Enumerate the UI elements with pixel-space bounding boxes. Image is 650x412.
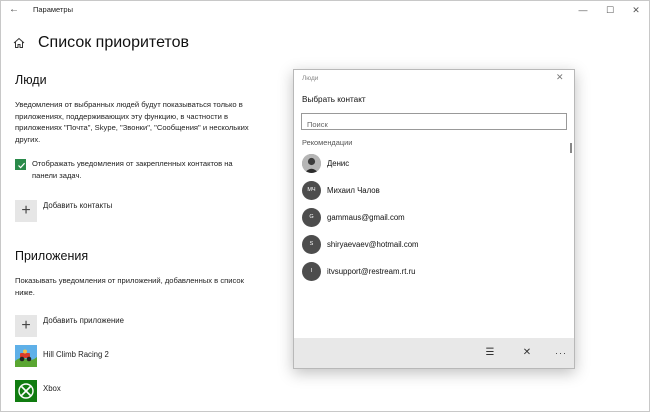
contact-item[interactable] xyxy=(294,208,574,230)
more-options-icon[interactable]: ··· xyxy=(555,348,567,358)
avatar: МЧ xyxy=(302,181,321,200)
page-title: Список приоритетов xyxy=(38,34,189,51)
minimize-button[interactable]: — xyxy=(578,5,588,15)
people-section-heading: Люди xyxy=(15,73,47,87)
back-arrow-icon[interactable]: ← xyxy=(9,4,19,15)
avatar: G xyxy=(302,208,321,227)
people-picker-dialog xyxy=(293,69,575,369)
apps-description: Показывать уведомления от приложений, добавленных в список ниже. xyxy=(15,276,244,297)
dialog-close-icon[interactable]: ✕ xyxy=(556,72,564,82)
add-app-label[interactable]: Добавить приложение xyxy=(43,316,124,325)
app-item-hill-climb-racing[interactable]: Hill Climb Racing 2 xyxy=(43,350,109,359)
contact-item[interactable] xyxy=(294,235,574,257)
add-contacts-button[interactable] xyxy=(15,200,37,222)
add-contacts-label[interactable]: Добавить контакты xyxy=(43,201,113,210)
dialog-command-bar xyxy=(294,338,574,368)
contact-name: Михаил Чалов xyxy=(327,186,380,195)
contact-name: Денис xyxy=(327,159,350,168)
select-list-icon[interactable]: ☰ xyxy=(485,347,495,358)
checkmark-icon xyxy=(17,161,26,170)
cancel-icon[interactable]: ✕ xyxy=(522,347,532,358)
people-description: Уведомления от выбранных людей будут показываться только в приложениях, поддерживающих эту функцию, в частности в приложениях "Почта", Skype, "Звонки", "Сообщения" и нескольких других. xyxy=(15,100,249,144)
contact-name: shiryaevaev@hotmail.com xyxy=(327,240,419,249)
plus-icon: + xyxy=(21,202,31,219)
avatar: S xyxy=(302,235,321,254)
plus-icon: + xyxy=(21,317,31,334)
contact-name: gammaus@gmail.com xyxy=(327,213,405,222)
title-bar xyxy=(1,1,649,19)
pinned-contacts-label[interactable]: Отображать уведомления от закрепленных контактов на панели задач. xyxy=(32,159,233,180)
contact-item[interactable] xyxy=(294,262,574,284)
dialog-heading: Выбрать контакт xyxy=(302,95,366,104)
dialog-title: Люди xyxy=(302,75,319,82)
add-app-button[interactable] xyxy=(15,315,37,337)
avatar xyxy=(302,154,321,173)
app-item-xbox[interactable]: Xbox xyxy=(43,384,61,393)
search-field[interactable] xyxy=(301,113,567,130)
recommendations-label: Рекомендации xyxy=(302,138,353,147)
scrollbar-thumb[interactable] xyxy=(570,143,572,153)
pinned-contacts-checkbox[interactable] xyxy=(15,159,26,170)
search-input[interactable] xyxy=(302,117,566,132)
avatar: I xyxy=(302,262,321,281)
maximize-button[interactable]: ☐ xyxy=(605,5,615,15)
contact-item[interactable] xyxy=(294,181,574,203)
home-icon[interactable] xyxy=(13,37,25,49)
xbox-icon[interactable] xyxy=(15,380,37,402)
contact-name: itvsupport@restream.rt.ru xyxy=(327,267,416,276)
contact-item[interactable] xyxy=(294,154,574,176)
app-title: Параметры xyxy=(33,5,73,14)
apps-section-heading: Приложения xyxy=(15,249,89,263)
hill-climb-racing-icon[interactable] xyxy=(15,345,37,367)
close-button[interactable]: ✕ xyxy=(632,5,640,15)
contact-photo-icon xyxy=(302,154,321,173)
